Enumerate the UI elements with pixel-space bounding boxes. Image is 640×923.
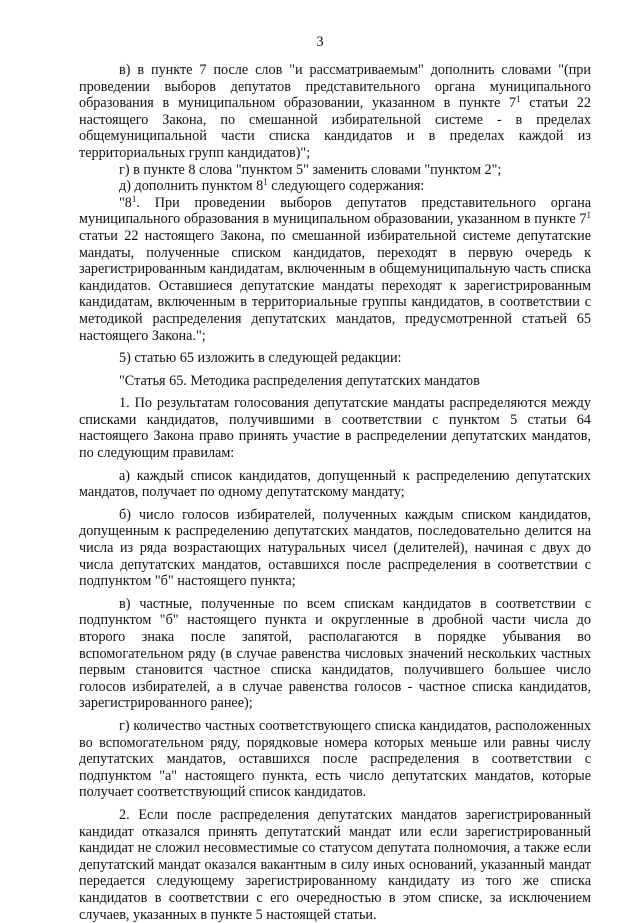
- superscript: 1: [516, 94, 521, 105]
- paragraph-p-81: [79, 195, 591, 344]
- text-run: 5) статью 65 изложить в следующей редакции:: [119, 350, 402, 367]
- paragraph-p-gg: [79, 718, 591, 801]
- paragraph-p-v: [79, 62, 591, 162]
- text-run: 1. По результатам голосования депутатские мандаты распределяются между списками кандидатов, получившими в соответствии с пунктом 5 статьи 64 настоящего Закона право принять участие в распределении депутатских мандатов, по следующим правилам:: [79, 395, 591, 462]
- text-run: следующего содержания:: [267, 178, 425, 195]
- paragraph-p-d: [79, 178, 591, 195]
- superscript: 1: [586, 210, 591, 221]
- text-run: "Статья 65. Методика распределения депутатских мандатов: [119, 372, 480, 389]
- text-run: б) число голосов избирателей, полученных каждым списком кандидатов, допущенным к распределению депутатских мандатов, последовательно делится на числа из ряда возрастающих натуральных чисел (делителей), начиная с двух до числа депутатских мандатов, оставшихся после распределения в соответствии с подпунктом "б" настоящего пункта;: [79, 506, 591, 590]
- superscript: 1: [131, 193, 137, 204]
- text-run: "8: [119, 194, 132, 211]
- text-run: г) количество частных соответствующего списка кандидатов, расположенных во вспомогательном ряду, порядковые номера которых меньше или равны числу депутатских мандатов, оставшихся после распределения в соответствии с подпунктом "а" настоящего пункта, есть число депутатских мандатов, которые получает соответствующий список кандидатов.: [79, 717, 591, 801]
- paragraph-p-art: [79, 373, 591, 390]
- paragraph-p-a: [79, 468, 591, 501]
- paragraph-p-g: [79, 162, 591, 179]
- text-run: в) частные, полученные по всем спискам кандидатов в соответствии с подпунктом "б" настоящего пункта и округленные в дробной части числа до второго знака после запятой, располагаются в порядке убывания во вспомогательном ряду (в случае равенства числовых значений нескольких частных первым становится частное списка кандидатов, получившего большее число голосов избирателей, а в случае равенства голосов - частное списка кандидатов, зарегистрированного ранее);: [79, 595, 591, 712]
- paragraph-p-1: [79, 395, 591, 461]
- paragraph-p-b: [79, 507, 591, 590]
- superscript: 1: [263, 177, 268, 188]
- text-run: статьи 22 настоящего Закона, по смешанной избирательной системе депутатские мандаты, полученные списком кандидатов, переходят в первую очередь к зарегистрированным кандидатам, включенным в общемуниципальную часть списка кандидатов. Оставшиеся депутатские мандаты переходят к зарегистрированным кандидатам, включенным в территориальные группы кандидатов, в соответствии с методикой распределения депутатских мандатов, предусмотренной статьей 65 настоящего Закона.";: [79, 227, 591, 344]
- text-run: г) в пункте 8 слова "пунктом 5" заменить словами "пунктом 2";: [119, 161, 502, 178]
- text-run: д) дополнить пунктом 8: [119, 178, 264, 195]
- paragraph-p-2: [79, 807, 591, 923]
- text-run: статьи 22 настоящего Закона, по смешанной избирательной системе - в пределах общемуниципальной части списка кандидатов и в пределах каждой из территориальных групп кандидатов)";: [79, 95, 591, 161]
- text-run: 2. Если после распределения депутатских мандатов зарегистрированный кандидат отказался принять депутатский мандат или если зарегистрированный кандидат не сложил несовместимые со статусом депутата полномочия, а также если депутатский мандат оказался вакантным в силу иных оснований, указанный мандат передается следующему зарегистрированному кандидату из того же списка кандидатов в соответствии с его очередностью в этом списке, за исключением случаев, указанных в пункте 5 настоящей статьи.: [79, 806, 591, 923]
- paragraph-p-vv: [79, 596, 591, 712]
- text-run: . При проведении выборов депутатов представительного органа муниципального образования в муниципальном образовании, указанном в пункте 7: [79, 194, 591, 228]
- paragraph-p-5: [79, 350, 591, 367]
- page-number: 3: [316, 34, 324, 50]
- text-run: а) каждый список кандидатов, допущенный к распределению депутатских мандатов, получает по одному депутатскому мандату;: [79, 467, 591, 501]
- text-run: в) в пункте 7 после слов "и рассматриваемым" дополнить словами "(при проведении выборов депутатов представительного органа муниципального образования в муниципальном образовании, указанном в пункте 7: [79, 62, 591, 112]
- document-body: [79, 62, 591, 923]
